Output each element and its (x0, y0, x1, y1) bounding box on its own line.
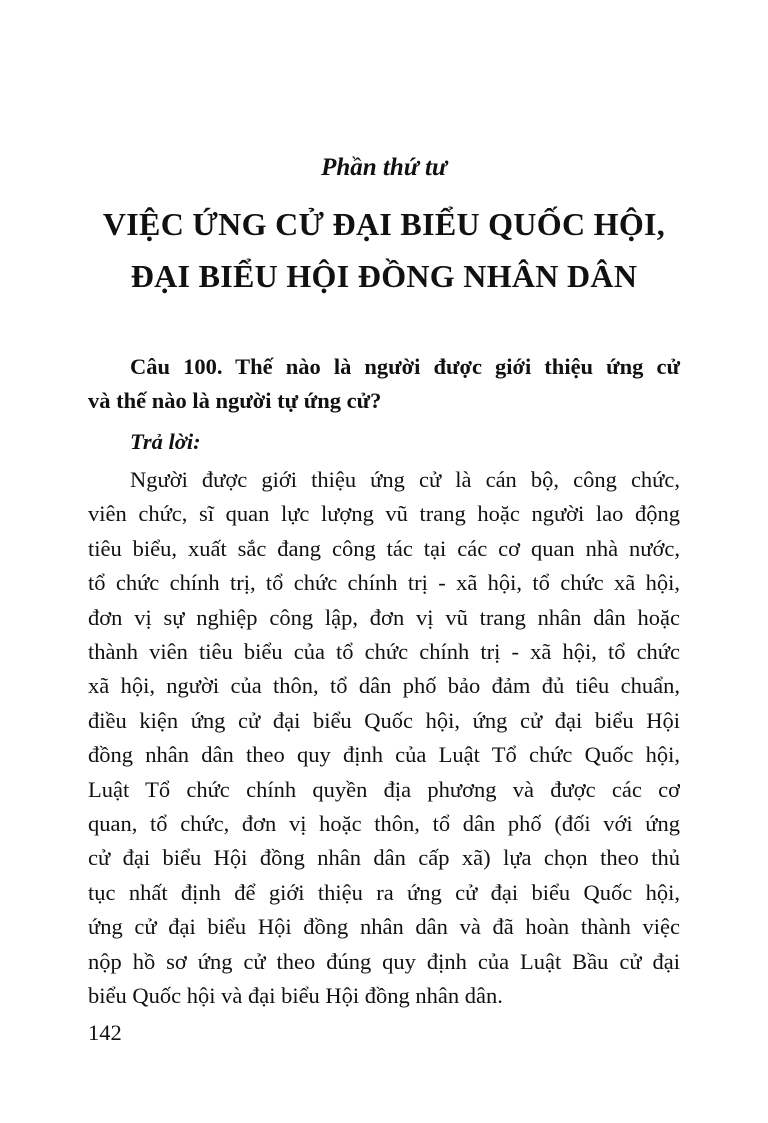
answer-label: Trả lời: (130, 429, 201, 454)
page-number: 142 (88, 1020, 122, 1045)
answer-line: tổ chức chính trị, tổ chức chính trị - xã hội, tổ chức xã hội, (88, 570, 680, 596)
chapter-title (60, 198, 708, 302)
answer-line: Luật Tổ chức chính quyền địa phương và được các cơ (88, 776, 680, 802)
answer-line: đồng nhân dân theo quy định của Luật Tổ chức Quốc hội, (88, 742, 680, 768)
answer-line: đơn vị sự nghiệp công lập, đơn vị vũ trang nhân dân hoặc (88, 604, 680, 630)
part-label: Phần thứ tư (321, 154, 447, 181)
answer-line: quan, tổ chức, đơn vị hoặc thôn, tổ dân phố (đối với ứng (88, 811, 680, 837)
answer-line: thành viên tiêu biểu của tổ chức chính trị - xã hội, tổ chức (88, 639, 680, 665)
answer-line: xã hội, người của thôn, tổ dân phố bảo đảm đủ tiêu chuẩn, (88, 673, 680, 699)
answer-line: ứng cử đại biểu Hội đồng nhân dân và đã hoàn thành việc (88, 914, 680, 940)
answer-line: viên chức, sĩ quan lực lượng vũ trang hoặc người lao động (88, 501, 680, 527)
answer-line: tục nhất định để giới thiệu ra ứng cử đại biểu Quốc hội, (88, 879, 680, 905)
chapter-title-line: ĐẠI BIỂU HỘI ĐỒNG NHÂN DÂN (130, 258, 638, 294)
answer-line: cử đại biểu Hội đồng nhân dân cấp xã) lựa chọn theo thủ (88, 845, 680, 871)
question-line: Câu 100. Thế nào là người được giới thiệu ứng cử (130, 354, 680, 379)
question-heading (88, 350, 680, 418)
chapter-title-line: VIỆC ỨNG CỬ ĐẠI BIỂU QUỐC HỘI, (102, 206, 666, 242)
answer-paragraph (88, 463, 680, 1014)
answer-line: điều kiện ứng cử đại biểu Quốc hội, ứng cử đại biểu Hội (88, 707, 680, 733)
answer-line: tiêu biểu, xuất sắc đang công tác tại các cơ quan nhà nước, (88, 535, 680, 561)
answer-line: nộp hồ sơ ứng cử theo đúng quy định của Luật Bầu cử đại (88, 948, 680, 974)
answer-line: biểu Quốc hội và đại biểu Hội đồng nhân dân. (88, 983, 503, 1009)
question-line: và thế nào là người tự ứng cử? (88, 388, 382, 413)
answer-line: Người được giới thiệu ứng cử là cán bộ, công chức, (130, 467, 680, 492)
